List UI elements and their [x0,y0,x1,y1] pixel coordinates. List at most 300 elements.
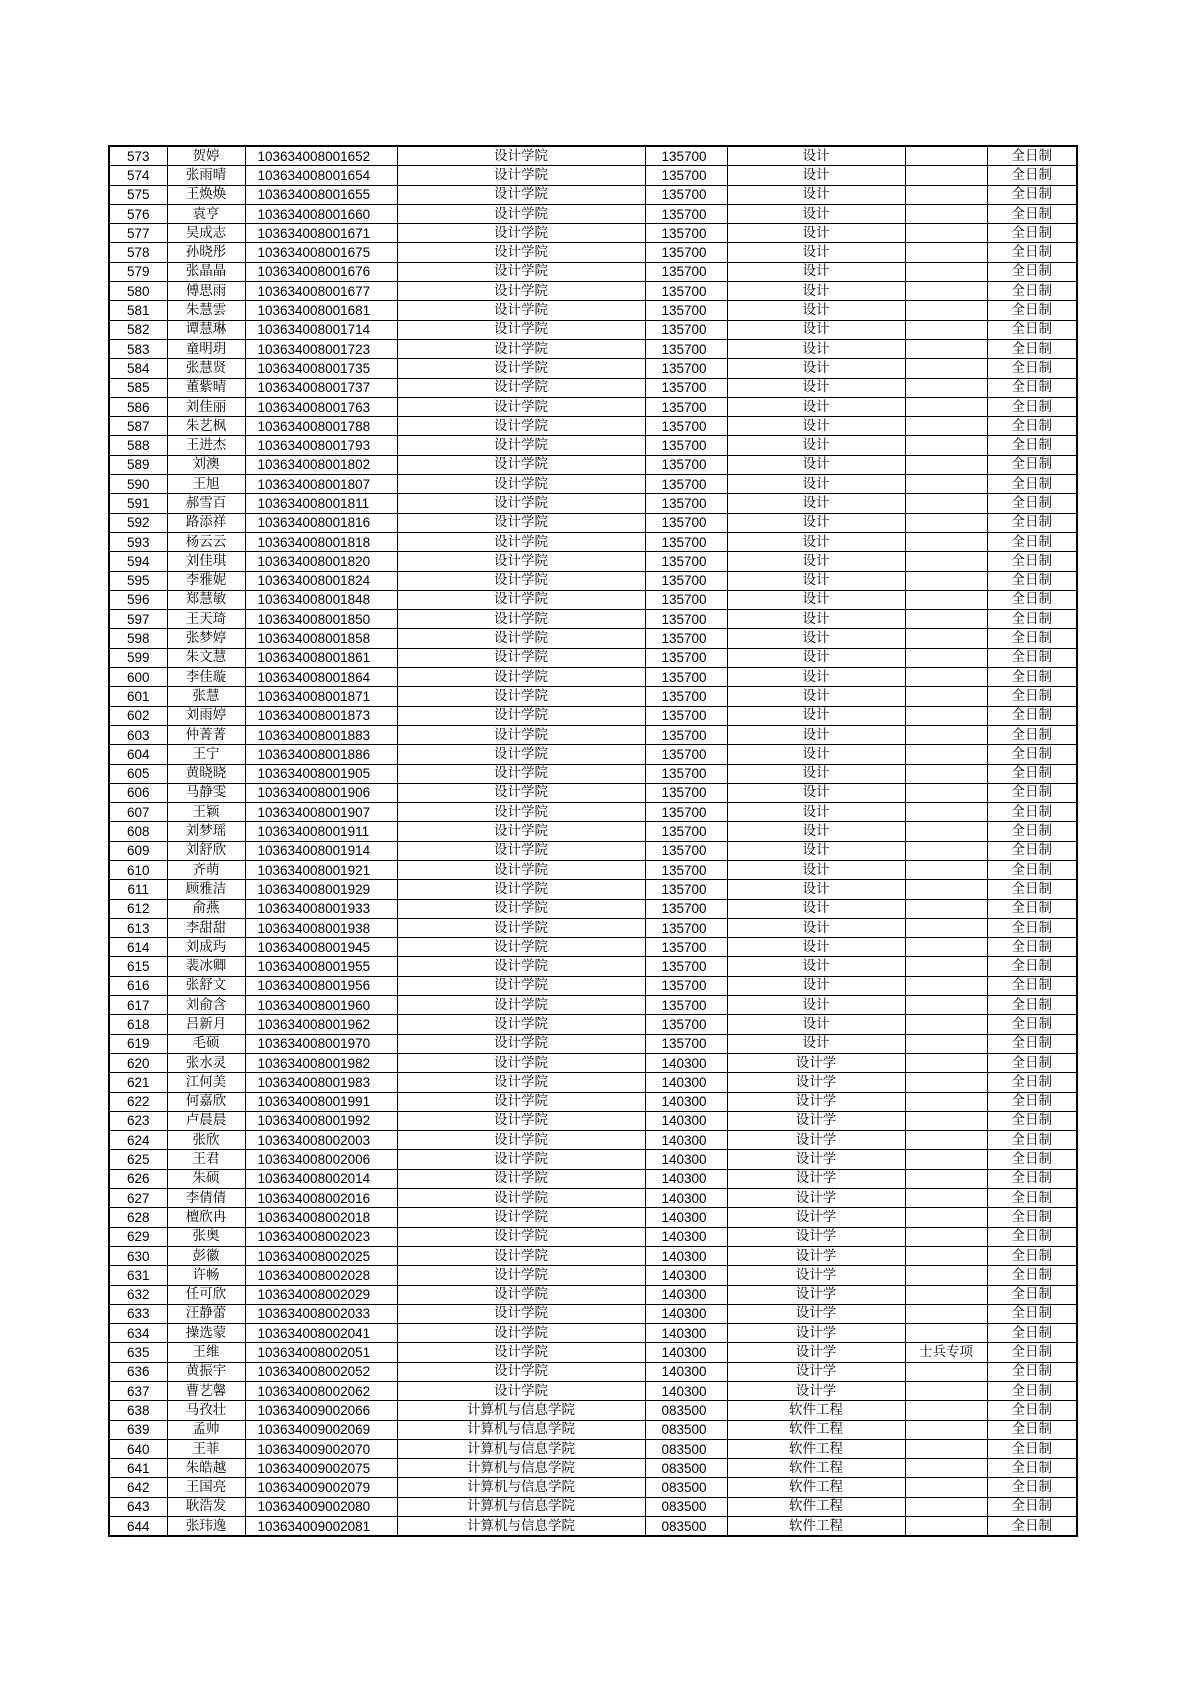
special-program-cell [905,1034,987,1053]
college-cell: 设计学院 [397,532,645,551]
row-number-cell: 640 [109,1439,167,1458]
table-row [109,648,1077,667]
row-number-cell: 573 [109,146,167,166]
table-row [109,320,1077,339]
student-name-cell: 郝雪百 [167,494,245,513]
table-row [109,1343,1077,1362]
major-code-cell: 135700 [645,764,727,783]
table-row [109,301,1077,320]
study-mode-cell: 全日制 [987,1285,1077,1304]
student-name-cell: 张玮逸 [167,1517,245,1537]
row-number-cell: 598 [109,629,167,648]
special-program-cell [905,918,987,937]
study-mode-cell: 全日制 [987,359,1077,378]
study-mode-cell: 全日制 [987,899,1077,918]
table-row [109,339,1077,358]
study-mode-cell: 全日制 [987,1034,1077,1053]
special-program-cell [905,571,987,590]
special-program-cell [905,668,987,687]
major-name-cell: 软件工程 [727,1401,905,1420]
college-cell: 设计学院 [397,224,645,243]
major-code-cell: 135700 [645,668,727,687]
row-number-cell: 615 [109,957,167,976]
student-name-cell: 李佳璇 [167,668,245,687]
row-number-cell: 574 [109,166,167,185]
major-code-cell: 135700 [645,532,727,551]
row-number-cell: 606 [109,783,167,802]
table-row [109,880,1077,899]
table-row [109,1304,1077,1323]
college-cell: 设计学院 [397,378,645,397]
study-mode-cell: 全日制 [987,339,1077,358]
candidate-id-cell: 103634008001714 [245,320,397,339]
candidate-id-cell: 103634008001873 [245,706,397,725]
candidate-id-cell: 103634008001677 [245,282,397,301]
candidate-id-cell: 103634008002014 [245,1169,397,1188]
special-program-cell [905,513,987,532]
study-mode-cell: 全日制 [987,706,1077,725]
candidate-id-cell: 103634008002018 [245,1208,397,1227]
major-code-cell: 083500 [645,1401,727,1420]
college-cell: 设计学院 [397,282,645,301]
special-program-cell [905,687,987,706]
row-number-cell: 586 [109,397,167,416]
special-program-cell [905,224,987,243]
major-name-cell: 设计 [727,339,905,358]
candidate-id-cell: 103634008002016 [245,1189,397,1208]
major-code-cell: 135700 [645,1034,727,1053]
special-program-cell [905,1015,987,1034]
table-row [109,417,1077,436]
special-program-cell [905,146,987,166]
study-mode-cell: 全日制 [987,166,1077,185]
study-mode-cell: 全日制 [987,1304,1077,1323]
candidate-id-cell: 103634008002003 [245,1131,397,1150]
college-cell: 设计学院 [397,938,645,957]
row-number-cell: 644 [109,1517,167,1537]
row-number-cell: 633 [109,1304,167,1323]
major-code-cell: 140300 [645,1266,727,1285]
major-code-cell: 140300 [645,1111,727,1130]
major-name-cell: 设计 [727,725,905,744]
college-cell: 设计学院 [397,725,645,744]
college-cell: 设计学院 [397,1227,645,1246]
special-program-cell [905,783,987,802]
row-number-cell: 628 [109,1208,167,1227]
table-row [109,552,1077,571]
college-cell: 设计学院 [397,1015,645,1034]
student-name-cell: 谭慧琳 [167,320,245,339]
special-program-cell [905,282,987,301]
candidate-id-cell: 103634008002041 [245,1324,397,1343]
row-number-cell: 596 [109,590,167,609]
table-row [109,455,1077,474]
student-name-cell: 张晶晶 [167,262,245,281]
candidate-id-cell: 103634008001676 [245,262,397,281]
study-mode-cell: 全日制 [987,783,1077,802]
table-row [109,629,1077,648]
special-program-cell [905,725,987,744]
college-cell: 设计学院 [397,1343,645,1362]
admission-list-table [108,145,1078,1537]
study-mode-cell: 全日制 [987,1150,1077,1169]
major-code-cell: 135700 [645,841,727,860]
special-program-cell [905,359,987,378]
college-cell: 设计学院 [397,1189,645,1208]
college-cell: 设计学院 [397,1304,645,1323]
candidate-id-cell: 103634008001906 [245,783,397,802]
major-code-cell: 135700 [645,339,727,358]
college-cell: 设计学院 [397,899,645,918]
major-name-cell: 设计 [727,841,905,860]
candidate-id-cell: 103634008002062 [245,1382,397,1401]
row-number-cell: 629 [109,1227,167,1246]
major-name-cell: 设计 [727,822,905,841]
student-name-cell: 王颖 [167,803,245,822]
major-name-cell: 设计 [727,262,905,281]
special-program-cell [905,745,987,764]
major-code-cell: 135700 [645,282,727,301]
student-name-cell: 刘佳丽 [167,397,245,416]
major-name-cell: 设计学 [727,1073,905,1092]
candidate-id-cell: 103634008001905 [245,764,397,783]
row-number-cell: 642 [109,1478,167,1497]
major-code-cell: 140300 [645,1285,727,1304]
row-number-cell: 611 [109,880,167,899]
major-name-cell: 设计 [727,185,905,204]
student-name-cell: 黄振宇 [167,1362,245,1381]
study-mode-cell: 全日制 [987,880,1077,899]
study-mode-cell: 全日制 [987,301,1077,320]
student-name-cell: 卢晨晨 [167,1111,245,1130]
table-row [109,1459,1077,1478]
student-name-cell: 路添祥 [167,513,245,532]
candidate-id-cell: 103634008001914 [245,841,397,860]
special-program-cell [905,1053,987,1072]
major-name-cell: 设计 [727,918,905,937]
study-mode-cell: 全日制 [987,648,1077,667]
candidate-id-cell: 103634008002033 [245,1304,397,1323]
table-row [109,513,1077,532]
row-number-cell: 612 [109,899,167,918]
table-row [109,745,1077,764]
special-program-cell [905,1304,987,1323]
major-code-cell: 135700 [645,880,727,899]
student-name-cell: 裴冰卿 [167,957,245,976]
student-name-cell: 刘成玙 [167,938,245,957]
college-cell: 设计学院 [397,1073,645,1092]
major-name-cell: 设计学 [727,1285,905,1304]
major-name-cell: 设计学 [727,1169,905,1188]
table-row [109,1053,1077,1072]
table-row [109,378,1077,397]
special-program-cell [905,1285,987,1304]
major-code-cell: 135700 [645,745,727,764]
study-mode-cell: 全日制 [987,397,1077,416]
college-cell: 设计学院 [397,552,645,571]
special-program-cell [905,610,987,629]
college-cell: 设计学院 [397,262,645,281]
candidate-id-cell: 103634008001883 [245,725,397,744]
major-name-cell: 设计学 [727,1111,905,1130]
college-cell: 设计学院 [397,841,645,860]
special-program-cell [905,1497,987,1516]
table-row [109,1111,1077,1130]
major-code-cell: 135700 [645,803,727,822]
major-code-cell: 140300 [645,1131,727,1150]
candidate-id-cell: 103634008002028 [245,1266,397,1285]
major-name-cell: 设计 [727,764,905,783]
row-number-cell: 631 [109,1266,167,1285]
study-mode-cell: 全日制 [987,417,1077,436]
special-program-cell [905,1382,987,1401]
candidate-id-cell: 103634008001929 [245,880,397,899]
table-row [109,783,1077,802]
special-program-cell [905,1266,987,1285]
study-mode-cell: 全日制 [987,513,1077,532]
study-mode-cell: 全日制 [987,262,1077,281]
study-mode-cell: 全日制 [987,1015,1077,1034]
special-program-cell [905,880,987,899]
table-row [109,532,1077,551]
student-name-cell: 刘梦瑶 [167,822,245,841]
major-name-cell: 设计 [727,359,905,378]
college-cell: 设计学院 [397,397,645,416]
student-name-cell: 朱文慧 [167,648,245,667]
candidate-id-cell: 103634009002081 [245,1517,397,1537]
major-code-cell: 135700 [645,1015,727,1034]
college-cell: 设计学院 [397,783,645,802]
study-mode-cell: 全日制 [987,1266,1077,1285]
row-number-cell: 630 [109,1246,167,1265]
candidate-id-cell: 103634008001858 [245,629,397,648]
major-name-cell: 设计 [727,455,905,474]
study-mode-cell: 全日制 [987,1420,1077,1439]
student-name-cell: 王维 [167,1343,245,1362]
special-program-cell [905,648,987,667]
candidate-id-cell: 103634009002069 [245,1420,397,1439]
student-name-cell: 刘俞含 [167,996,245,1015]
major-code-cell: 135700 [645,957,727,976]
study-mode-cell: 全日制 [987,1439,1077,1458]
college-cell: 设计学院 [397,706,645,725]
table-row [109,1015,1077,1034]
candidate-id-cell: 103634008001911 [245,822,397,841]
candidate-id-cell: 103634008001983 [245,1073,397,1092]
study-mode-cell: 全日制 [987,590,1077,609]
major-name-cell: 设计 [727,166,905,185]
candidate-id-cell: 103634008001654 [245,166,397,185]
major-name-cell: 设计 [727,397,905,416]
special-program-cell [905,860,987,879]
row-number-cell: 575 [109,185,167,204]
special-program-cell [905,204,987,223]
student-name-cell: 孟帅 [167,1420,245,1439]
student-name-cell: 张梦婷 [167,629,245,648]
major-name-cell: 设计 [727,976,905,995]
special-program-cell [905,938,987,957]
table-row [109,359,1077,378]
row-number-cell: 588 [109,436,167,455]
table-row [109,1150,1077,1169]
major-name-cell: 设计 [727,957,905,976]
row-number-cell: 590 [109,475,167,494]
special-program-cell [905,494,987,513]
student-name-cell: 齐萌 [167,860,245,879]
special-program-cell [905,339,987,358]
college-cell: 设计学院 [397,822,645,841]
candidate-id-cell: 103634009002079 [245,1478,397,1497]
major-code-cell: 135700 [645,417,727,436]
study-mode-cell: 全日制 [987,1073,1077,1092]
candidate-id-cell: 103634008001652 [245,146,397,166]
student-name-cell: 刘雨婷 [167,706,245,725]
table-row [109,1227,1077,1246]
study-mode-cell: 全日制 [987,764,1077,783]
row-number-cell: 635 [109,1343,167,1362]
study-mode-cell: 全日制 [987,1517,1077,1537]
candidate-id-cell: 103634008001848 [245,590,397,609]
college-cell: 设计学院 [397,764,645,783]
major-name-cell: 软件工程 [727,1478,905,1497]
college-cell: 设计学院 [397,1034,645,1053]
table-row [109,1497,1077,1516]
row-number-cell: 599 [109,648,167,667]
college-cell: 计算机与信息学院 [397,1439,645,1458]
major-name-cell: 设计学 [727,1053,905,1072]
candidate-id-cell: 103634008002023 [245,1227,397,1246]
candidate-id-cell: 103634008002029 [245,1285,397,1304]
major-name-cell: 设计 [727,899,905,918]
candidate-id-cell: 103634008001850 [245,610,397,629]
major-code-cell: 135700 [645,359,727,378]
major-name-cell: 设计 [727,629,905,648]
college-cell: 计算机与信息学院 [397,1517,645,1537]
student-name-cell: 黄晓晓 [167,764,245,783]
table-row [109,224,1077,243]
college-cell: 计算机与信息学院 [397,1420,645,1439]
major-name-cell: 设计学 [727,1324,905,1343]
special-program-cell [905,1169,987,1188]
special-program-cell [905,1111,987,1130]
student-name-cell: 王宁 [167,745,245,764]
candidate-id-cell: 103634008001788 [245,417,397,436]
row-number-cell: 625 [109,1150,167,1169]
row-number-cell: 641 [109,1459,167,1478]
row-number-cell: 626 [109,1169,167,1188]
college-cell: 设计学院 [397,571,645,590]
student-name-cell: 王国亮 [167,1478,245,1497]
major-code-cell: 140300 [645,1246,727,1265]
special-program-cell [905,532,987,551]
major-code-cell: 135700 [645,610,727,629]
major-code-cell: 140300 [645,1092,727,1111]
row-number-cell: 610 [109,860,167,879]
student-name-cell: 顾雅洁 [167,880,245,899]
major-name-cell: 设计学 [727,1208,905,1227]
candidate-id-cell: 103634008001655 [245,185,397,204]
study-mode-cell: 全日制 [987,976,1077,995]
study-mode-cell: 全日制 [987,629,1077,648]
table-row [109,957,1077,976]
college-cell: 设计学院 [397,648,645,667]
student-name-cell: 王进杰 [167,436,245,455]
row-number-cell: 608 [109,822,167,841]
special-program-cell [905,397,987,416]
row-number-cell: 619 [109,1034,167,1053]
major-name-cell: 设计 [727,532,905,551]
row-number-cell: 592 [109,513,167,532]
college-cell: 设计学院 [397,204,645,223]
special-program-cell [905,1246,987,1265]
major-name-cell: 设计学 [727,1189,905,1208]
table-row [109,1324,1077,1343]
special-program-cell [905,841,987,860]
study-mode-cell: 全日制 [987,745,1077,764]
student-name-cell: 贺婷 [167,146,245,166]
major-name-cell: 设计学 [727,1227,905,1246]
table-body [109,146,1077,1536]
candidate-id-cell: 103634008001793 [245,436,397,455]
row-number-cell: 587 [109,417,167,436]
row-number-cell: 609 [109,841,167,860]
major-name-cell: 设计 [727,282,905,301]
special-program-cell [905,417,987,436]
major-code-cell: 135700 [645,320,727,339]
study-mode-cell: 全日制 [987,938,1077,957]
table-row [109,1073,1077,1092]
major-name-cell: 设计 [727,475,905,494]
student-name-cell: 童明玥 [167,339,245,358]
major-name-cell: 设计 [727,803,905,822]
study-mode-cell: 全日制 [987,1053,1077,1072]
major-name-cell: 设计 [727,513,905,532]
major-code-cell: 083500 [645,1439,727,1458]
study-mode-cell: 全日制 [987,860,1077,879]
student-name-cell: 江何美 [167,1073,245,1092]
college-cell: 设计学院 [397,1324,645,1343]
candidate-id-cell: 103634008001737 [245,378,397,397]
candidate-id-cell: 103634008001955 [245,957,397,976]
table-row [109,1362,1077,1381]
study-mode-cell: 全日制 [987,571,1077,590]
table-row [109,860,1077,879]
row-number-cell: 620 [109,1053,167,1072]
row-number-cell: 638 [109,1401,167,1420]
special-program-cell [905,706,987,725]
table-row [109,1131,1077,1150]
table-row [109,1266,1077,1285]
major-name-cell: 设计学 [727,1246,905,1265]
major-name-cell: 设计 [727,494,905,513]
major-code-cell: 140300 [645,1362,727,1381]
major-name-cell: 设计 [727,552,905,571]
candidate-id-cell: 103634008001723 [245,339,397,358]
row-number-cell: 622 [109,1092,167,1111]
table-row [109,976,1077,995]
student-name-cell: 仲菁菁 [167,725,245,744]
major-name-cell: 设计 [727,996,905,1015]
major-code-cell: 140300 [645,1208,727,1227]
major-code-cell: 135700 [645,224,727,243]
row-number-cell: 634 [109,1324,167,1343]
college-cell: 设计学院 [397,1208,645,1227]
study-mode-cell: 全日制 [987,146,1077,166]
table-row [109,204,1077,223]
study-mode-cell: 全日制 [987,1401,1077,1420]
row-number-cell: 602 [109,706,167,725]
student-name-cell: 张奥 [167,1227,245,1246]
